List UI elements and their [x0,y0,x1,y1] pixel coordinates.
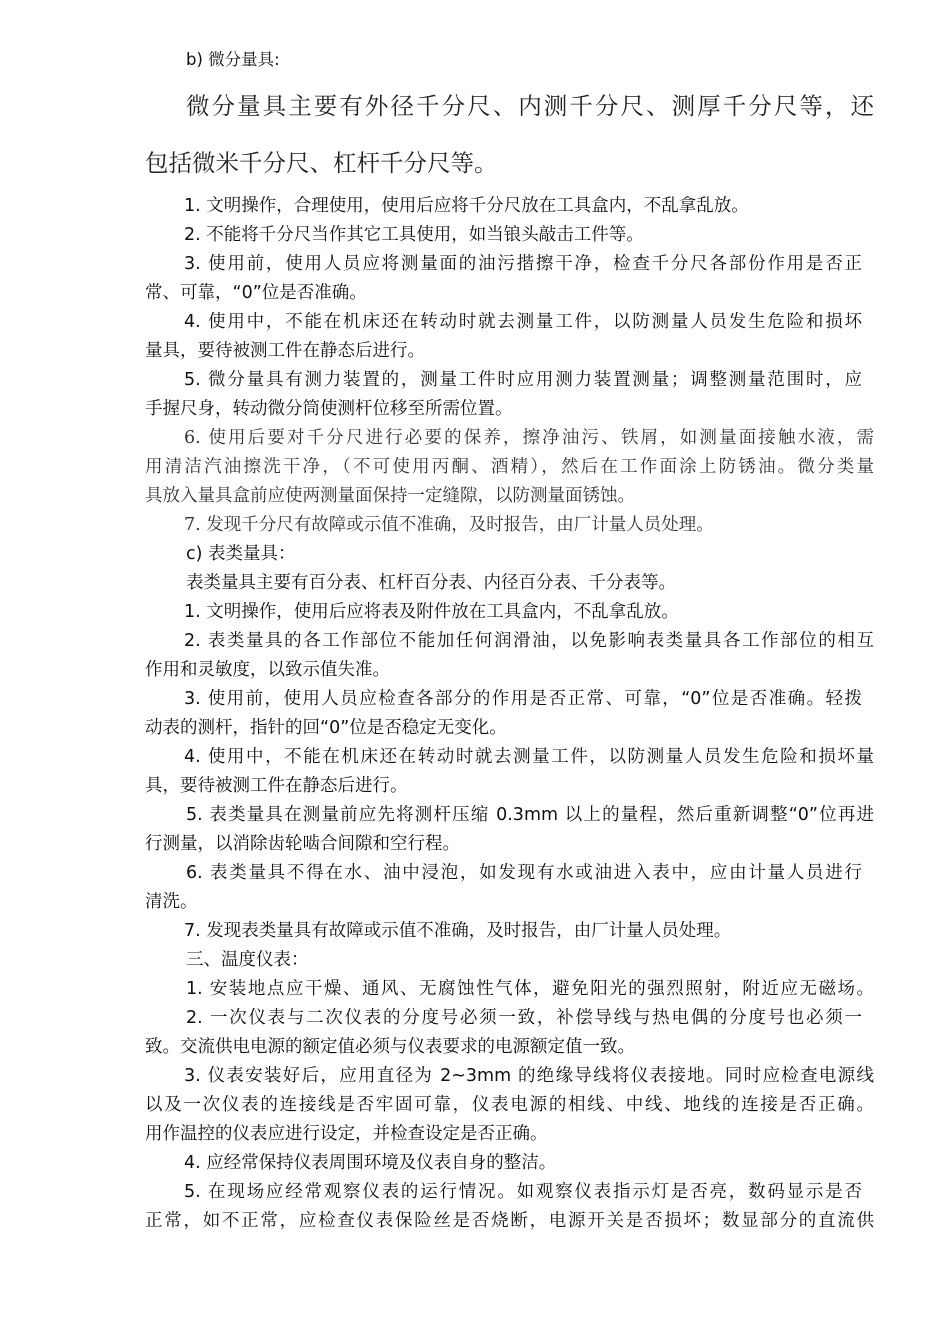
t-item-4: 4. 应经常保持仪表周围环境及仪表自身的整洁。 [184,1153,557,1173]
t-item-5-line-2: 正常，如不正常，应检查仪表保险丝是否烧断，电源开关是否损坏；数显部分的直流供 [145,1211,874,1231]
b-item-5-line-1: 5. 微分量具有测力装置的，测量工件时应用测力装置测量；调整测量范围时，应 [184,370,862,390]
heading-c-dial-gauges: c) 表类量具： [186,544,296,564]
b-item-4-line-1: 4. 使用中，不能在机床还在转动时就去测量工件，以防测量人员发生危险和损坏 [184,312,862,332]
heading-b-micrometers: b) 微分量具: [186,50,280,69]
t-item-3-line-3: 用作温控的仪表应进行设定，并检查设定是否正确。 [145,1124,548,1144]
c-item-6-line-1: 6. 表类量具不得在水、油中浸泡，如发现有水或油进入表中，应由计量人员进行 [186,863,862,883]
c-item-2-line-2: 作用和灵敏度，以致示值失准。 [145,660,390,680]
intro-b-line-1: 微分量具主要有外径千分尺、内测千分尺、测厚千分尺等，还 [186,92,874,120]
b-item-1: 1. 文明操作，合理使用，使用后应将千分尺放在工具盒内，不乱拿乱放。 [184,196,749,216]
c-item-2-line-1: 2. 表类量具的各工作部位不能加任何润滑油，以免影响表类量具各工作部位的相互 [184,631,874,651]
heading-3-temperature-instruments: 三、温度仪表： [186,950,309,970]
b-item-6-line-1: 6. 使用后要对千分尺进行必要的保养，擦净油污、铁屑，如测量面接触水液，需 [184,428,874,448]
b-item-3-line-2: 常、可靠，“0”位是否准确。 [145,283,367,303]
b-item-7: 7. 发现千分尺有故障或示值不准确，及时报告，由厂计量人员处理。 [184,515,714,535]
c-item-4-line-2: 具，要待被测工件在静态后进行。 [145,776,408,796]
t-item-2-line-1: 2. 一次仪表与二次仪表的分度号必须一致，补偿导线与热电偶的分度号也必须一 [186,1008,862,1028]
t-item-5-line-1: 5. 在现场应经常观察仪表的运行情况。如观察仪表指示灯是否亮，数码显示是否 [184,1182,862,1202]
c-item-1: 1. 文明操作，使用后应将表及附件放在工具盒内，不乱拿乱放。 [184,602,679,622]
intro-c: 表类量具主要有百分表、杠杆百分表、内径百分表、千分表等。 [186,573,676,593]
b-item-6-line-2: 用清洁汽油擦洗干净，（不可使用丙酮、酒精），然后在工作面涂上防锈油。微分类量 [145,457,874,477]
c-item-3-line-2: 动表的测杆，指针的回“0”位是否稳定无变化。 [145,718,507,738]
b-item-3-line-1: 3. 使用前，使用人员应将测量面的油污揩擦干净，检查千分尺各部份作用是否正 [184,254,862,274]
b-item-6-line-3: 具放入量具盒前应使两测量面保持一定缝隙，以防测量面锈蚀。 [145,486,635,506]
c-item-3-line-1: 3. 使用前，使用人员应检查各部分的作用是否正常、可靠，“0”位是否准确。轻拨 [184,689,862,709]
t-item-3-line-1: 3. 仪表安装好后，应用直径为 2~3mm 的绝缘导线将仪表接地。同时应检查电源线 [184,1066,874,1086]
t-item-1: 1. 安装地点应干燥、通风、无腐蚀性气体，避免阳光的强烈照射，附近应无磁场。 [186,979,874,999]
b-item-5-line-2: 手握尺身，转动微分筒使测杆位移至所需位置。 [145,399,513,419]
t-item-2-line-2: 致。交流供电电源的额定值必须与仪表要求的电源额定值一致。 [145,1037,635,1057]
b-item-4-line-2: 量具，要待被测工件在静态后进行。 [145,341,425,361]
t-item-3-line-2: 以及一次仪表的连接线是否牢固可靠，仪表电源的相线、中线、地线的连接是否正确。 [145,1095,874,1115]
b-item-2: 2. 不能将千分尺当作其它工具使用，如当锒头敲击工件等。 [184,225,644,245]
intro-b-line-2: 包括微米千分尺、杠杆千分尺等。 [145,149,498,177]
c-item-6-line-2: 清洗。 [145,892,198,912]
c-item-5-line-1: 5. 表类量具在测量前应先将测杆压缩 0.3mm 以上的量程，然后重新调整“0”位再进 [186,805,874,825]
c-item-5-line-2: 行测量，以消除齿轮啮合间隙和空行程。 [145,834,460,854]
c-item-4-line-1: 4. 使用中，不能在机床还在转动时就去测量工件，以防测量人员发生危险和损坏量 [184,747,874,767]
c-item-7: 7. 发现表类量具有故障或示值不准确，及时报告，由厂计量人员处理。 [184,921,732,941]
